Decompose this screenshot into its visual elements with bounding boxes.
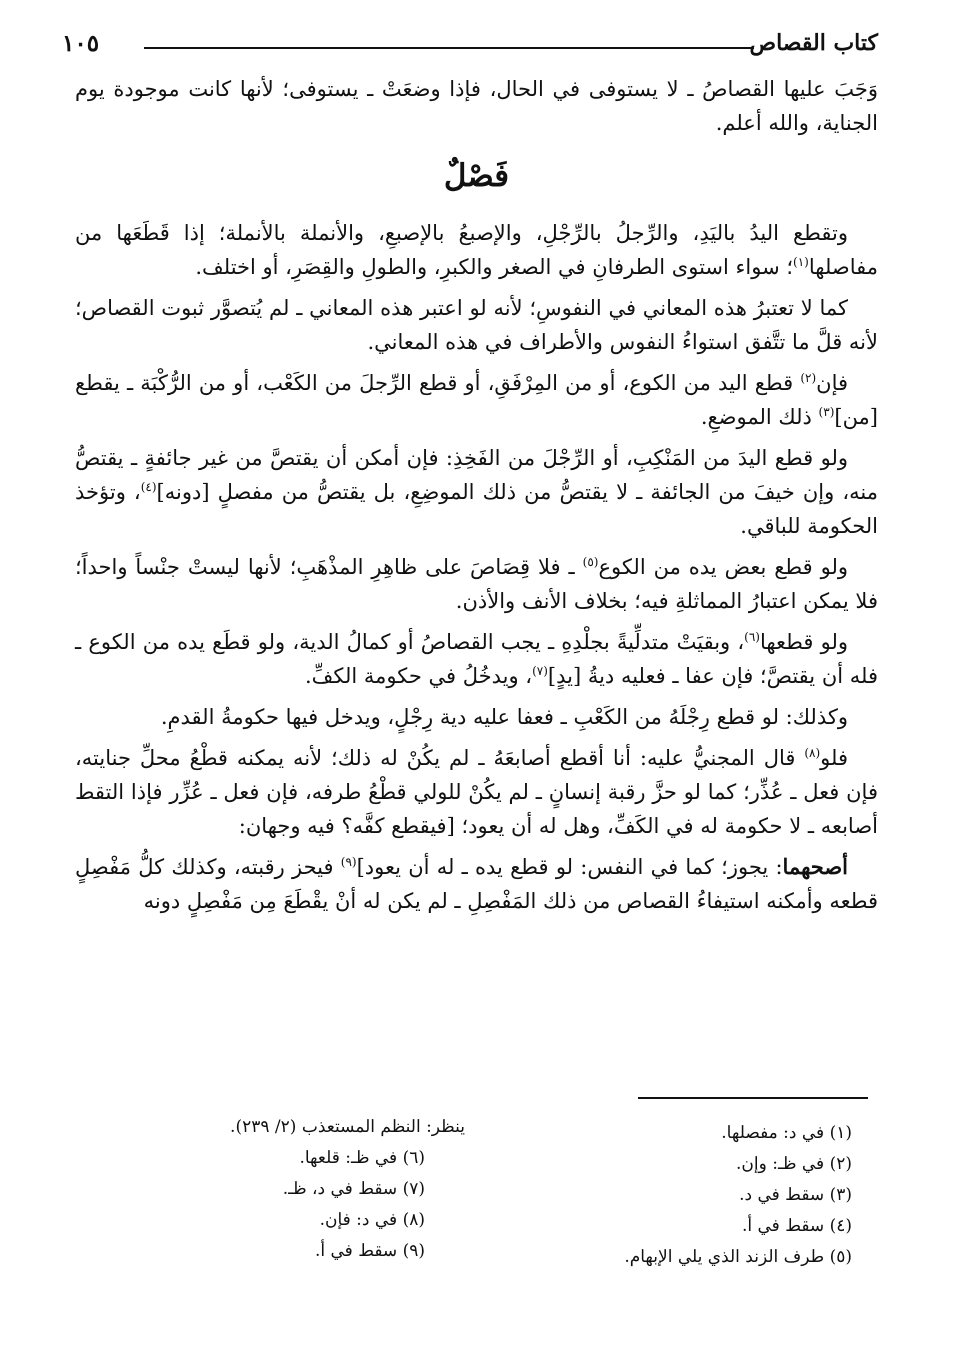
footnote-ref: (٧) [532, 664, 548, 678]
book-title: كتاب القصاص [749, 30, 878, 56]
footnotes-left-column [135, 1112, 465, 1267]
paragraph [75, 441, 878, 543]
footnote-rule [638, 1097, 868, 1099]
footnote-ref: (٢) [800, 371, 817, 385]
footnote-continuation: ينظر: النظم المستعذب (٢/ ٢٣٩). [230, 1117, 465, 1137]
paragraph-lead: أصحهما [782, 854, 848, 879]
paragraph [75, 850, 878, 918]
paragraph-text: ، وبقيَتْ متدلِّيةً بجلْدِهِ ـ يجب القصاصُ أو كمالُ الدية، ولو قطَع يده من الكوع ـ فله أن يقتصَّ؛ فإن عفا ـ فعليه ديةُ [يدٍ] [75, 630, 878, 688]
footnote-ref: (٦) [744, 630, 760, 644]
paragraph [75, 550, 878, 618]
paragraph [75, 741, 878, 843]
footnote: (٤) سقط في أ. [741, 1216, 852, 1236]
footnote: (٦) في ظـ: قلعها. [299, 1148, 425, 1168]
page-number: ١٠٥ [62, 30, 100, 57]
paragraph-text: ولو قطع بعض يده من الكوع [598, 555, 848, 579]
paragraph-text: : يجوز؛ كما في النفس: لو قطع يده ـ له أن يعود] [356, 855, 783, 879]
footnote: (٩) سقط في أ. [314, 1241, 425, 1261]
footnote: (١) في د: مفصلها. [721, 1123, 852, 1143]
paragraph [75, 700, 878, 734]
footnote-ref: (٩) [340, 855, 357, 869]
footnotes-right-column [492, 1118, 852, 1273]
paragraph-text: ولو قطع اليدَ من المَنْكِبِ، أو الرِّجْلَ من الفَخِذِ: فإن أمكن أن يقتصَّ من غير جائفةٍ ـ يقتصُّ منه، وإن خيفَ من الجائفة ـ لا يقتصُّ من ذلك الموضِعِ، بل يقتصُّ من مفصلٍ [دونه] [75, 446, 878, 504]
paragraph-text: ؛ سواء استوى الطرفانِ في الصغر والكبرِ، والطولِ والقِصَرِ، أو اختلف. [195, 255, 794, 279]
footnote-ref: (٨) [804, 746, 821, 760]
section-title: فَصْلٌ [443, 158, 510, 194]
paragraph-text: ، وتؤخذ الحكومة للباقي. [75, 480, 878, 538]
running-header [62, 30, 878, 62]
paragraph-text: وكذلك: لو قطع رِجْلَهُ من الكَعْبِ ـ فعفا عليه دية رِجْلٍ، ويدخل فيها حكومةُ القدمِ. [160, 705, 848, 729]
paragraph-text: قطع اليد من الكوع، أو من المِرْفَقِ، أو قطع الرِّجلَ من الكَعْب، أو من الرُّكْبَة ـ يقطع [من] [75, 371, 878, 429]
footnote-ref: (٥) [582, 555, 599, 569]
paragraph-text: وَجَبَ عليها القصاصُ ـ لا يستوفى في الحال، فإذا وضعَتْ ـ يستوفى؛ لأنها كانت موجودة يوم الجناية، والله أعلم. [75, 77, 878, 135]
paragraph-text: ولو قطعها [759, 630, 849, 654]
paragraph [75, 366, 878, 434]
paragraph [75, 72, 878, 140]
paragraph-text: ، ويدخُلُ في حكومة الكفِّ. [304, 664, 533, 688]
paragraph-text: فلو [820, 746, 848, 770]
footnote: (٥) طرف الزند الذي يلي الإبهام. [624, 1247, 852, 1267]
paragraph [75, 625, 878, 693]
paragraph [75, 291, 878, 359]
footnote: (٢) في ظـ: وإن. [736, 1154, 852, 1174]
footnote: (٧) سقط في د، ظـ. [282, 1179, 425, 1199]
footnote-ref: (١) [793, 255, 809, 269]
header-rule [144, 47, 754, 49]
paragraph-text: كما لا تعتبرُ هذه المعاني في النفوسِ؛ لأنه لو اعتبر هذه المعاني ـ لم يُتصوَّر ثبوت القصاص؛ لأنه قلَّ ما تتَّفق استواءُ النفوس والأطراف في هذه المعاني. [75, 296, 878, 354]
footnote: (٣) سقط في د. [739, 1185, 852, 1205]
footnote-ref: (٣) [818, 405, 835, 419]
paragraph-text: وتقطع اليدُ باليَدِ، والرِّجلُ بالرِّجْلِ، والإصبعُ بالإصبعِ، والأنملة بالأنملة؛ إذا قَطَعَها من مفاصلها [75, 221, 878, 279]
main-text [75, 72, 878, 925]
footnote: (٨) في د: فإن. [319, 1210, 425, 1230]
paragraph-text: فيحز رقبته، وكذلك كلُّ مَفْصِلٍ قطعه وأمكنه استيفاءُ القصاص من ذلك المَفْصِلِ ـ لم يكن له أنْ يقْطَعَ مِن مَفْصِلٍ دونه [75, 855, 878, 913]
paragraph-text: ذلك الموضعِ. [700, 405, 819, 429]
paragraph-text: ـ فلا قِصَاصَ على ظاهِرِ المذْهَبِ؛ لأنها ليستْ جنْساً واحداً؛ فلا يمكن اعتبارُ المماثلةِ فيه؛ بخلاف الأنف والأذن. [75, 555, 878, 613]
paragraph [75, 216, 878, 284]
paragraph-text: قال المجنيُّ عليه: أنا أقطع أصابعَهُ ـ لم يكُنْ له ذلك؛ لأنه يمكنه قطْعُ محلِّ جنايته، فإن فعل ـ عُذِّر؛ كما لو حزَّ رقبة إنسانٍ ـ لم يكُنْ للولي قطْعُ طرفه، فإن فعل ـ عُزِّر فإذا التقط أصابعه ـ لا حكومة له في الكَفِّ، وهل له أن يعود؛ [فيقطع كفَّه؟ فيه وجهان: [75, 746, 878, 838]
footnote-ref: (٤) [140, 480, 157, 494]
paragraph-text: فإن [816, 371, 848, 395]
